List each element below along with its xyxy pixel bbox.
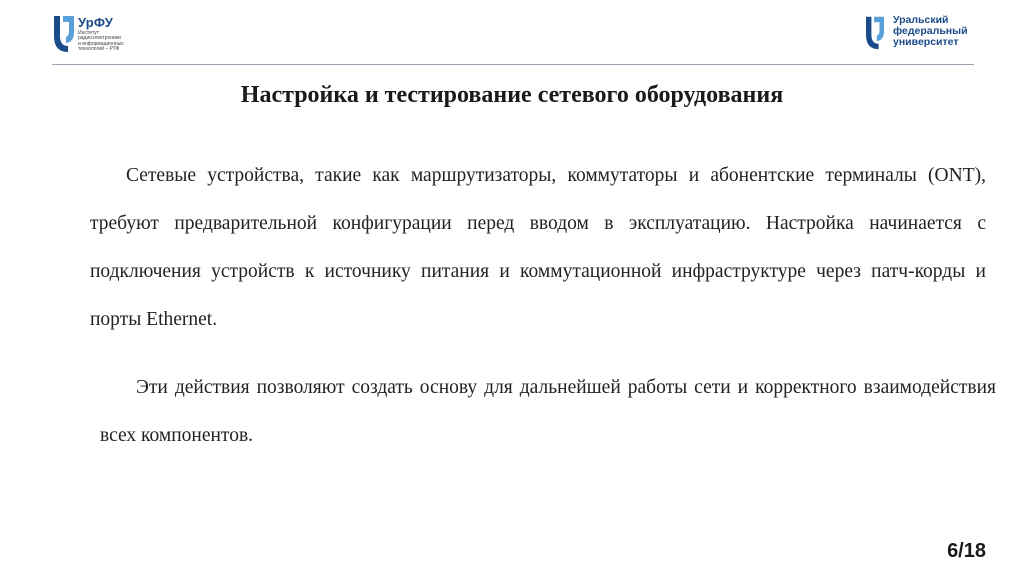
slide-title: Настройка и тестирование сетевого оборудования — [240, 82, 784, 108]
header-divider — [52, 64, 974, 65]
body-paragraph-1: Сетевые устройства, такие как маршрутизаторы, коммутаторы и абонентские терминалы (ONT), требуют предварительной конфигурации перед вводом в эксплуатацию. Настройка начинается с подключения устройств к источнику питания и коммутационной инфраструктуре через патч-корды и порты Ethernet. — [90, 165, 986, 330]
urfu-u-logo-icon — [52, 14, 76, 54]
urfu-university-logo — [862, 15, 992, 55]
urfu-irit-logo — [52, 14, 152, 60]
university-name: Уральский федеральный университет — [893, 14, 968, 48]
logo-brand-text: УрФУ — [78, 15, 114, 30]
body-paragraph-2: Эти действия позволяют создать основу для дальнейшей работы сети и корректного взаимодействия всех компонентов. — [100, 377, 996, 446]
logo-institute-text: Институт радиоэлектроники и информационных технологий – РТФ — [78, 30, 124, 53]
urfu-u-logo-icon — [862, 15, 888, 51]
page-number: 6/18 — [947, 540, 986, 562]
